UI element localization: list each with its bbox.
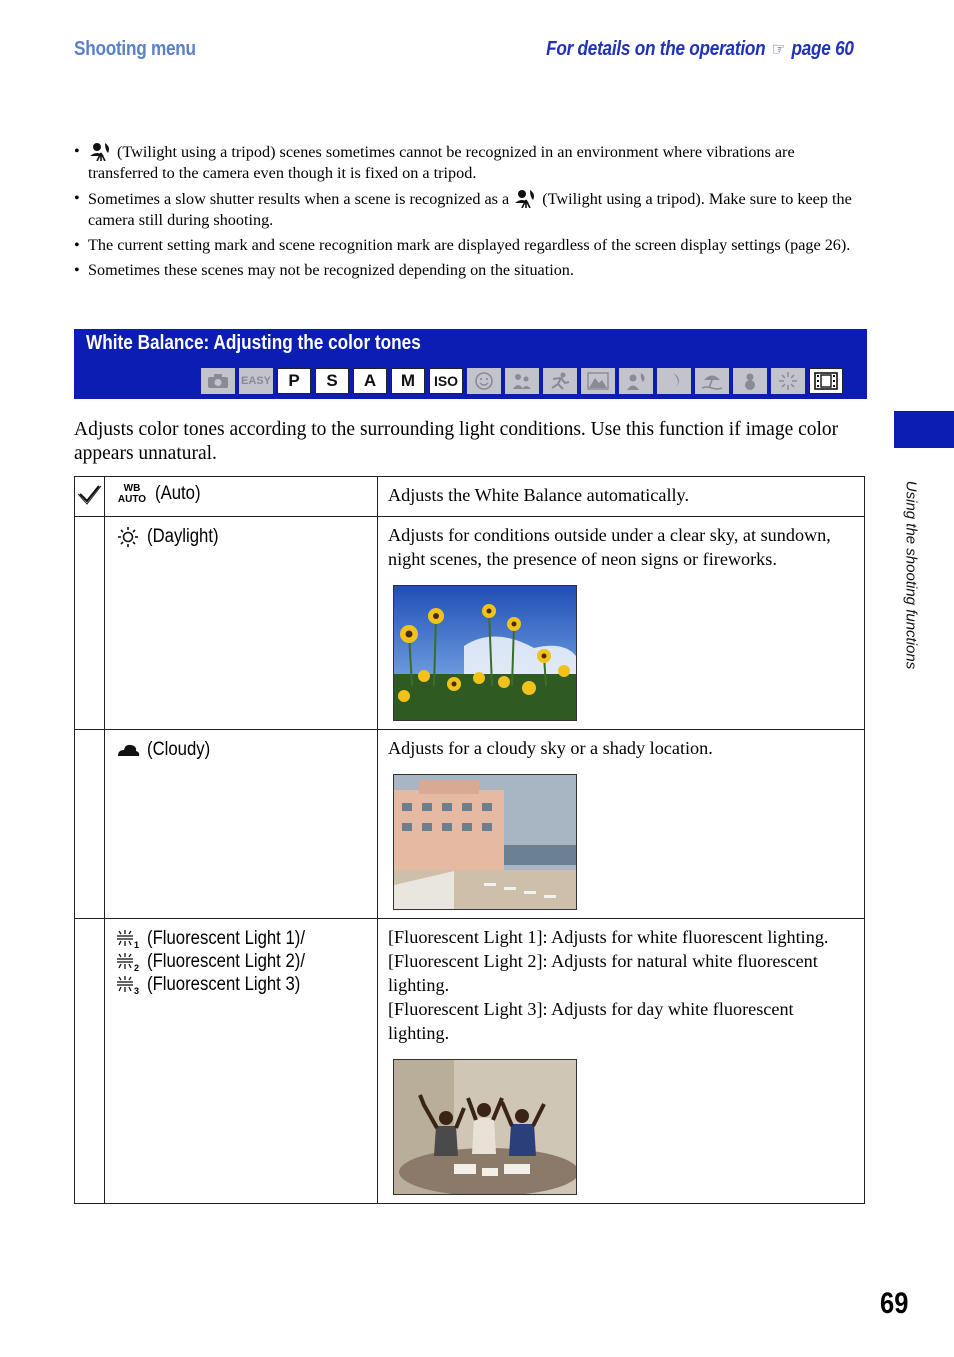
table-row bbox=[75, 919, 865, 1204]
fluorescent-3-icon bbox=[115, 974, 141, 996]
program-mode-icon: P bbox=[277, 368, 311, 394]
setting-auto: WB AUTO (Auto) bbox=[105, 477, 378, 517]
seaside-hotel-photo bbox=[393, 774, 577, 910]
details-page: page 60 bbox=[791, 38, 854, 60]
intro-text: Adjusts color tones according to the surrounding light conditions. Use this function if image color appears unnatural. bbox=[74, 419, 839, 464]
desc-daylight: Adjusts for conditions outside under a clear sky, at sundown, night scenes, the presence of neon signs or fireworks. bbox=[378, 517, 865, 730]
shutter-priority-icon: S bbox=[315, 368, 349, 394]
twilight-icon bbox=[657, 368, 691, 394]
fireworks-icon bbox=[771, 368, 805, 394]
snow-icon bbox=[733, 368, 767, 394]
details-prefix: For details on the operation bbox=[546, 38, 766, 60]
manual-mode-icon: M bbox=[391, 368, 425, 394]
shooting-mode-icons bbox=[201, 368, 843, 394]
aperture-priority-icon: A bbox=[353, 368, 387, 394]
sunflowers-photo bbox=[393, 585, 577, 721]
default-checkmark-icon bbox=[75, 477, 103, 511]
fluorescent-1-icon bbox=[115, 928, 141, 950]
chapter-tab bbox=[894, 411, 954, 448]
table-row bbox=[75, 517, 865, 730]
svg-text:2: 2 bbox=[134, 962, 140, 973]
cloudy-icon bbox=[115, 739, 141, 761]
high-sensitivity-icon: ISO bbox=[429, 368, 463, 394]
camera-icon bbox=[201, 368, 235, 394]
note-item: • (Twilight using a tripod) scenes sometimes cannot be recognized in an environment where vibrations are transferred to the camera even though it is fixed on a tripod. bbox=[74, 141, 864, 184]
easy-mode-icon: EASY bbox=[239, 368, 273, 394]
svg-text:3: 3 bbox=[134, 985, 140, 996]
daylight-icon bbox=[115, 526, 141, 548]
setting-cloudy: (Cloudy) bbox=[105, 730, 378, 919]
sports-icon bbox=[543, 368, 577, 394]
table-row bbox=[75, 477, 865, 517]
setting-daylight: (Daylight) bbox=[105, 517, 378, 730]
movie-icon bbox=[809, 368, 843, 394]
landscape-icon bbox=[581, 368, 615, 394]
table-row bbox=[75, 730, 865, 919]
soft-snap-icon bbox=[505, 368, 539, 394]
beach-icon bbox=[695, 368, 729, 394]
twilight-tripod-icon bbox=[88, 141, 114, 161]
fluorescent-2-icon bbox=[115, 951, 141, 973]
desc-cloudy: Adjusts for a cloudy sky or a shady location. bbox=[378, 730, 865, 919]
white-balance-table bbox=[74, 476, 865, 1204]
setting-fluorescent: 1 (Fluorescent Light 1)/ 2 (Fluorescent Light 2)/ 3 (Fluorescent Light 3) bbox=[105, 919, 378, 1204]
desc-fluorescent: [Fluorescent Light 1]: Adjusts for white fluorescent lighting. [Fluorescent Light 2]: Adjusts for natural white fluorescent lighting. [Fluorescent Light 3]: Adjusts for day white fluorescent lighting. bbox=[378, 919, 865, 1204]
notes-list bbox=[74, 141, 864, 285]
twilight-tripod-icon bbox=[513, 188, 539, 208]
default-check-cell bbox=[75, 477, 105, 517]
desc-auto: Adjusts the White Balance automatically. bbox=[378, 477, 865, 517]
note-item: • The current setting mark and scene recognition mark are displayed regardless of the screen display settings (page 26). bbox=[74, 235, 864, 256]
office-people-photo bbox=[393, 1059, 577, 1195]
wb-auto-icon: WB AUTO bbox=[117, 482, 147, 505]
note-item: • Sometimes these scenes may not be recognized depending on the situation. bbox=[74, 260, 864, 281]
smile-icon bbox=[467, 368, 501, 394]
section-title: White Balance: Adjusting the color tones bbox=[86, 332, 421, 354]
running-head-section: Shooting menu bbox=[74, 38, 196, 60]
svg-text:1: 1 bbox=[134, 939, 140, 950]
section-heading-bar bbox=[74, 329, 867, 399]
chapter-label: Using the shooting functions bbox=[902, 480, 920, 670]
running-head-details bbox=[546, 38, 854, 61]
twilight-portrait-icon bbox=[619, 368, 653, 394]
pointing-hand-icon: ☞ bbox=[771, 39, 786, 59]
page-number: 69 bbox=[879, 1287, 908, 1320]
note-item: • Sometimes a slow shutter results when a scene is recognized as a (Twilight using a tripod). Make sure to keep the camera still during shooting. bbox=[74, 188, 864, 231]
